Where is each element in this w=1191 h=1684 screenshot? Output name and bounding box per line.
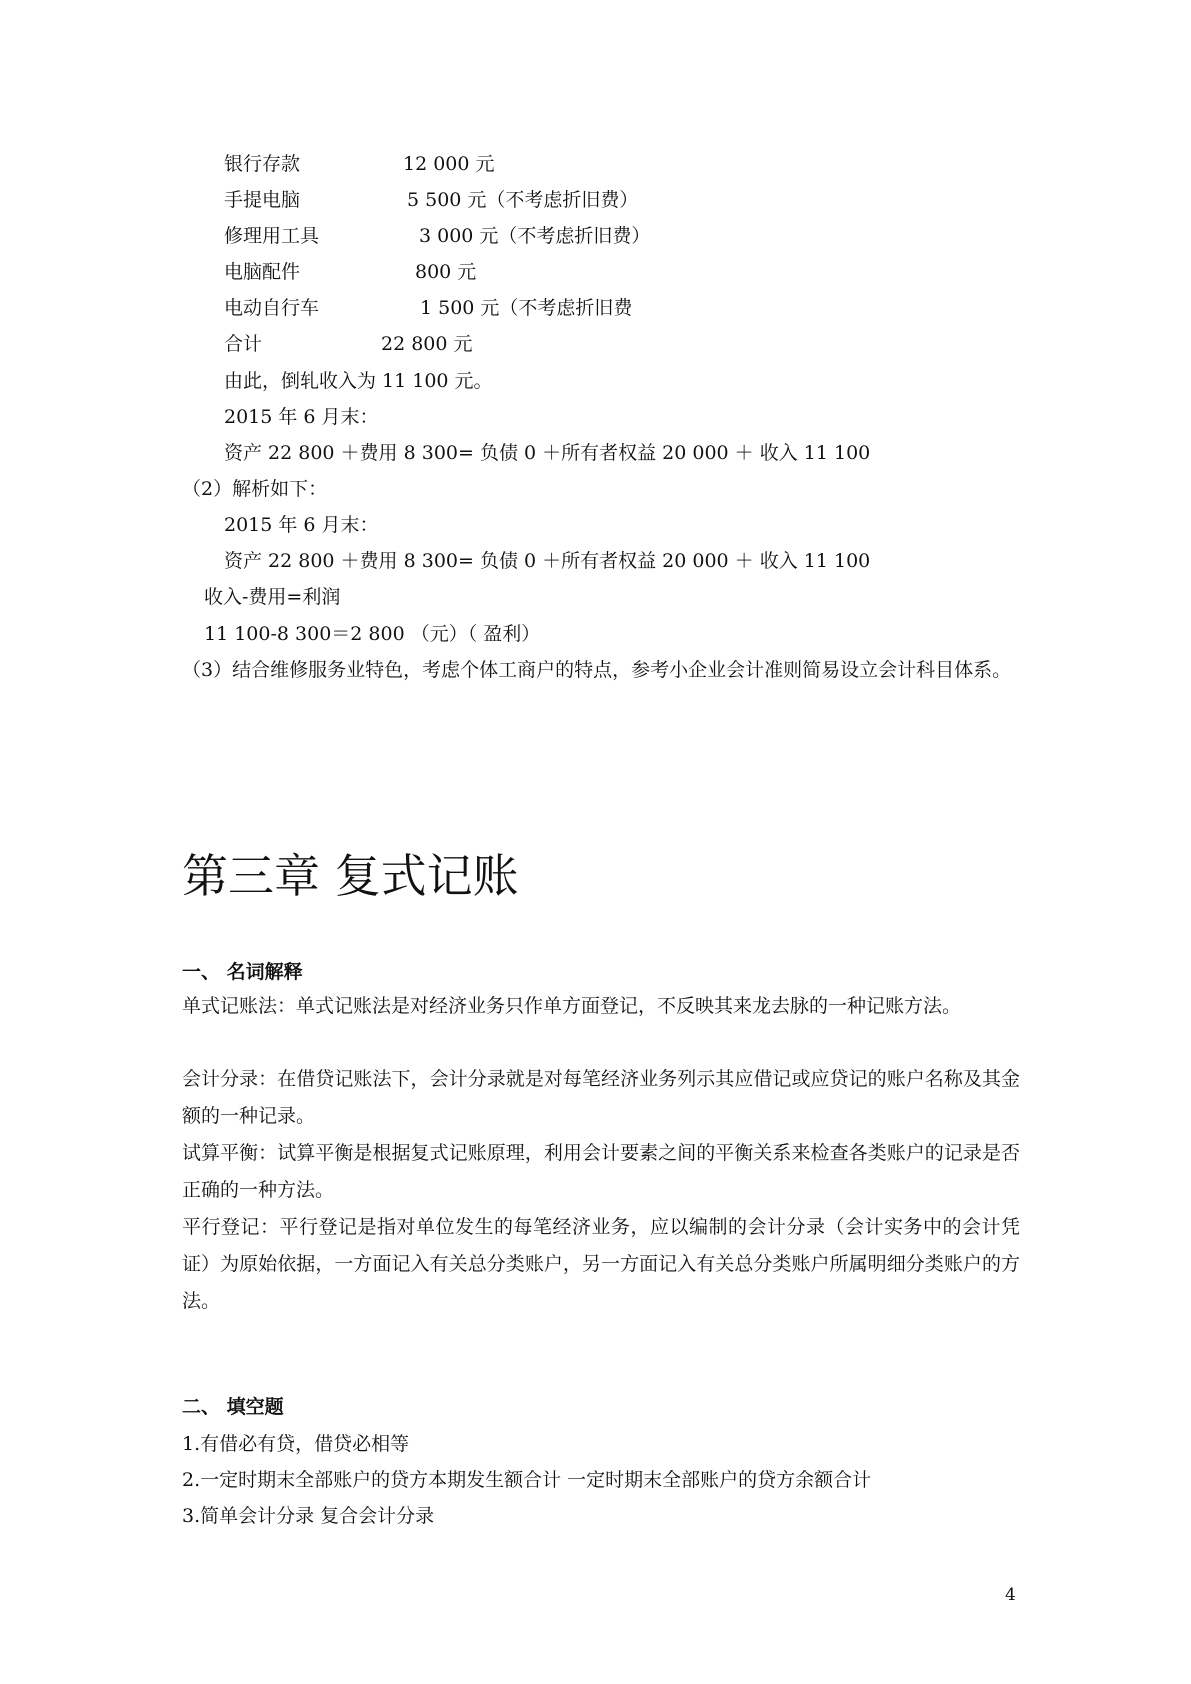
asset-row bbox=[224, 188, 639, 212]
asset-name: 电脑配件 bbox=[224, 261, 301, 283]
fill-blank-answer: 3.简单会计分录 复合会计分录 bbox=[182, 1505, 435, 1527]
asset-amount: 22 800 元 bbox=[381, 333, 473, 355]
chapter-title: 第三章 复式记账 bbox=[182, 849, 519, 903]
asset-amount: 800 元 bbox=[415, 261, 477, 283]
asset-amount: 5 500 元（不考虑折旧费） bbox=[407, 189, 639, 211]
section-heading: 二、 填空题 bbox=[182, 1396, 284, 1418]
accounting-equation: 资产 22 800 ＋费用 8 300= 负债 0 ＋所有者权益 20 000 ＋ 收入 11 100 bbox=[224, 442, 871, 464]
asset-row bbox=[224, 152, 495, 176]
accounting-equation: 资产 22 800 ＋费用 8 300= 负债 0 ＋所有者权益 20 000 ＋ 收入 11 100 bbox=[224, 550, 871, 572]
date-line: 2015 年 6 月末： bbox=[224, 514, 379, 536]
asset-total-row bbox=[224, 332, 473, 356]
asset-row bbox=[224, 296, 633, 320]
page-number: 4 bbox=[1005, 1585, 1016, 1605]
income-conclusion: 由此，倒轧收入为 11 100 元。 bbox=[224, 370, 493, 392]
profit-formula: 收入-费用=利润 bbox=[204, 586, 341, 608]
asset-name: 修理用工具 bbox=[224, 225, 320, 247]
fill-blank-answer: 2.一定时期末全部账户的贷方本期发生额合计 一定时期末全部账户的贷方余额合计 bbox=[182, 1469, 872, 1491]
asset-amount: 12 000 元 bbox=[403, 153, 495, 175]
fill-blank-answer: 1.有借必有贷，借贷必相等 bbox=[182, 1433, 410, 1455]
asset-amount: 1 500 元（不考虑折旧费 bbox=[420, 297, 633, 319]
asset-row bbox=[224, 224, 651, 248]
definition-paragraph: 单式记账法：单式记账法是对经济业务只作单方面登记，不反映其来龙去脉的一种记账方法。 bbox=[182, 995, 962, 1017]
asset-row bbox=[224, 260, 477, 284]
asset-amount: 3 000 元（不考虑折旧费） bbox=[419, 225, 651, 247]
part2-heading: （2）解析如下： bbox=[182, 478, 328, 500]
definition-paragraph: 试算平衡：试算平衡是根据复式记账原理，利用会计要素之间的平衡关系来检查各类账户的记录是否正确的一种方法。 bbox=[182, 1142, 1020, 1201]
asset-name: 电动自行车 bbox=[224, 297, 320, 319]
part3-text: （3）结合维修服务业特色，考虑个体工商户的特点，参考小企业会计准则简易设立会计科目体系。 bbox=[182, 659, 1012, 681]
asset-name: 合计 bbox=[224, 333, 263, 355]
date-line: 2015 年 6 月末： bbox=[224, 406, 379, 428]
definition-paragraph: 会计分录：在借贷记账法下，会计分录就是对每笔经济业务列示其应借记或应贷记的账户名称及其金额的一种记录。 bbox=[182, 1068, 1020, 1127]
definition-paragraph: 平行登记：平行登记是指对单位发生的每笔经济业务，应以编制的会计分录（会计实务中的会计凭证）为原始依据，一方面记入有关总分类账户，另一方面记入有关总分类账户所属明细分类账户的方法。 bbox=[182, 1216, 1020, 1312]
profit-calculation: 11 100-8 300＝2 800 （元）（ 盈利） bbox=[204, 623, 541, 645]
asset-name: 银行存款 bbox=[224, 153, 301, 175]
asset-name: 手提电脑 bbox=[224, 189, 301, 211]
section-heading: 一、 名词解释 bbox=[182, 961, 303, 983]
